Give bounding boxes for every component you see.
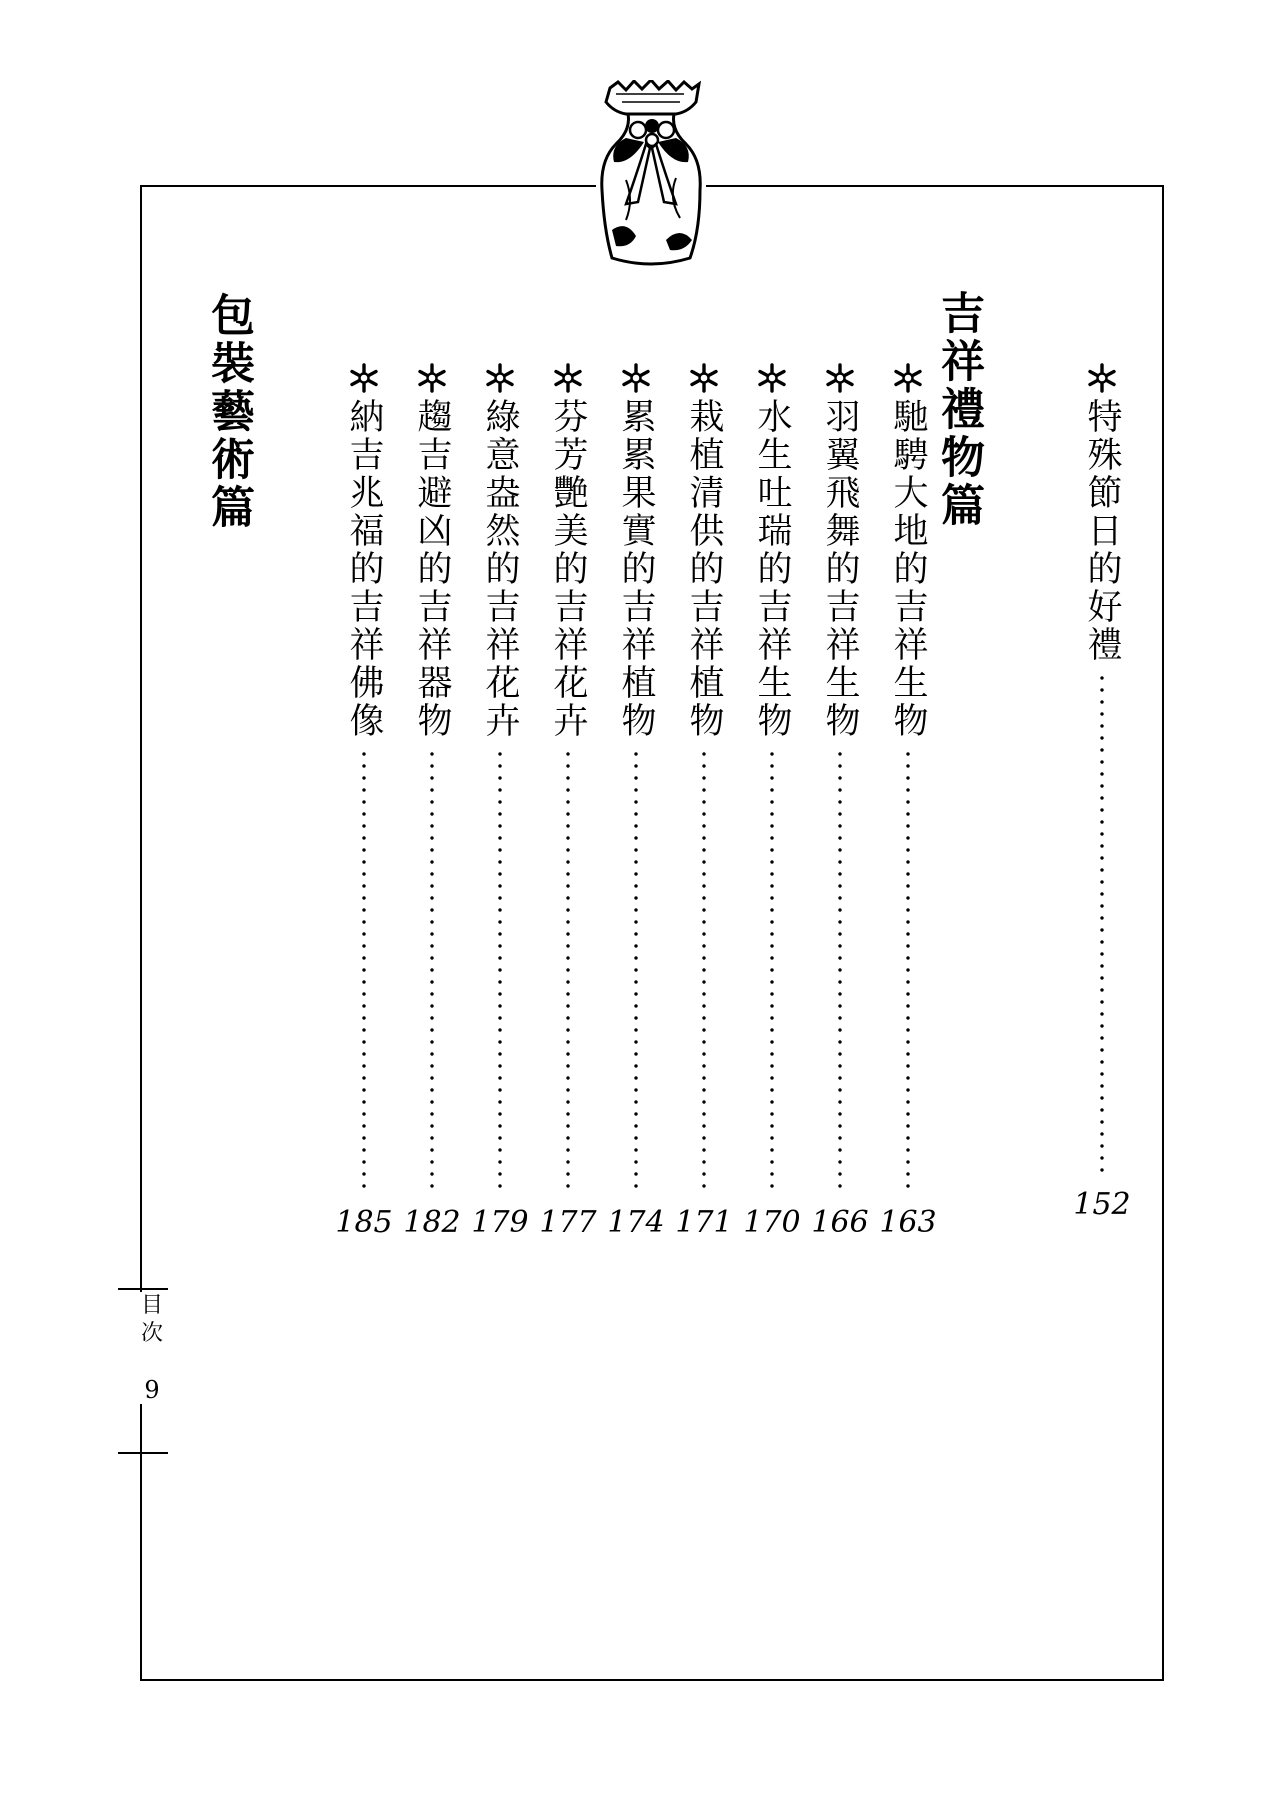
side-label-bottom: 次	[140, 1321, 163, 1346]
section-heading-packaging: 包裝藝術篇	[203, 292, 254, 532]
toc-entry-title: 納吉兆福的吉祥佛像	[344, 398, 384, 740]
toc-entry-title: 栽植清供的吉祥植物	[684, 398, 724, 740]
dot-leader	[634, 748, 638, 1196]
toc-entry[interactable]	[607, 362, 665, 1240]
flower-asterisk-icon	[824, 362, 856, 394]
flower-asterisk-icon	[620, 362, 652, 394]
toc-entry[interactable]	[675, 362, 733, 1240]
page-number: 163	[879, 1205, 937, 1240]
dot-leader	[362, 748, 366, 1196]
dot-leader	[906, 748, 910, 1196]
dot-leader	[430, 748, 434, 1196]
dot-leader	[566, 748, 570, 1196]
side-tick-bottom	[118, 1452, 168, 1454]
page-number: 185	[335, 1205, 393, 1240]
toc-entry-title: 羽翼飛舞的吉祥生物	[820, 398, 860, 740]
toc-entry[interactable]	[403, 362, 461, 1240]
page-number: 177	[539, 1205, 597, 1240]
flower-asterisk-icon	[348, 362, 380, 394]
flower-asterisk-icon	[756, 362, 788, 394]
toc-entry-title: 累累果實的吉祥植物	[616, 398, 656, 740]
toc-entry-title: 芬芳艷美的吉祥花卉	[548, 398, 588, 740]
side-page-label	[112, 1292, 192, 1404]
dot-leader	[702, 748, 706, 1196]
toc-entry-title: 特殊節日的好禮	[1082, 398, 1122, 664]
flower-asterisk-icon	[892, 362, 924, 394]
toc-entry[interactable]	[335, 362, 393, 1240]
toc-entry[interactable]	[743, 362, 801, 1240]
page-number: 152	[1073, 1187, 1131, 1222]
dot-leader	[838, 748, 842, 1196]
dot-leader	[1100, 672, 1104, 1176]
page-number: 171	[675, 1205, 733, 1240]
side-label-top: 目	[140, 1293, 163, 1318]
toc-entry-title: 水生吐瑞的吉祥生物	[752, 398, 792, 740]
dot-leader	[498, 748, 502, 1196]
toc-entry[interactable]	[471, 362, 529, 1240]
toc-entry-title: 馳騁大地的吉祥生物	[888, 398, 928, 740]
flower-asterisk-icon	[688, 362, 720, 394]
page-number: 182	[403, 1205, 461, 1240]
dot-leader	[770, 748, 774, 1196]
toc-entry-title: 綠意盎然的吉祥花卉	[480, 398, 520, 740]
flower-asterisk-icon	[416, 362, 448, 394]
toc-entry[interactable]	[539, 362, 597, 1240]
page-number-footer: 9	[144, 1376, 160, 1404]
flower-asterisk-icon	[1086, 362, 1118, 394]
flower-asterisk-icon	[552, 362, 584, 394]
page-number: 179	[471, 1205, 529, 1240]
flower-asterisk-icon	[484, 362, 516, 394]
page-number: 174	[607, 1205, 665, 1240]
side-tick-top	[118, 1288, 168, 1290]
toc-entry-title: 趨吉避凶的吉祥器物	[412, 398, 452, 740]
gift-vase-icon	[596, 80, 706, 270]
toc-entry[interactable]	[879, 362, 937, 1240]
page-number: 170	[743, 1205, 801, 1240]
toc-entry[interactable]	[811, 362, 869, 1240]
toc-entry-special[interactable]	[1073, 362, 1131, 1222]
page-number: 166	[811, 1205, 869, 1240]
section-heading-gifts: 吉祥禮物篇	[933, 290, 984, 530]
